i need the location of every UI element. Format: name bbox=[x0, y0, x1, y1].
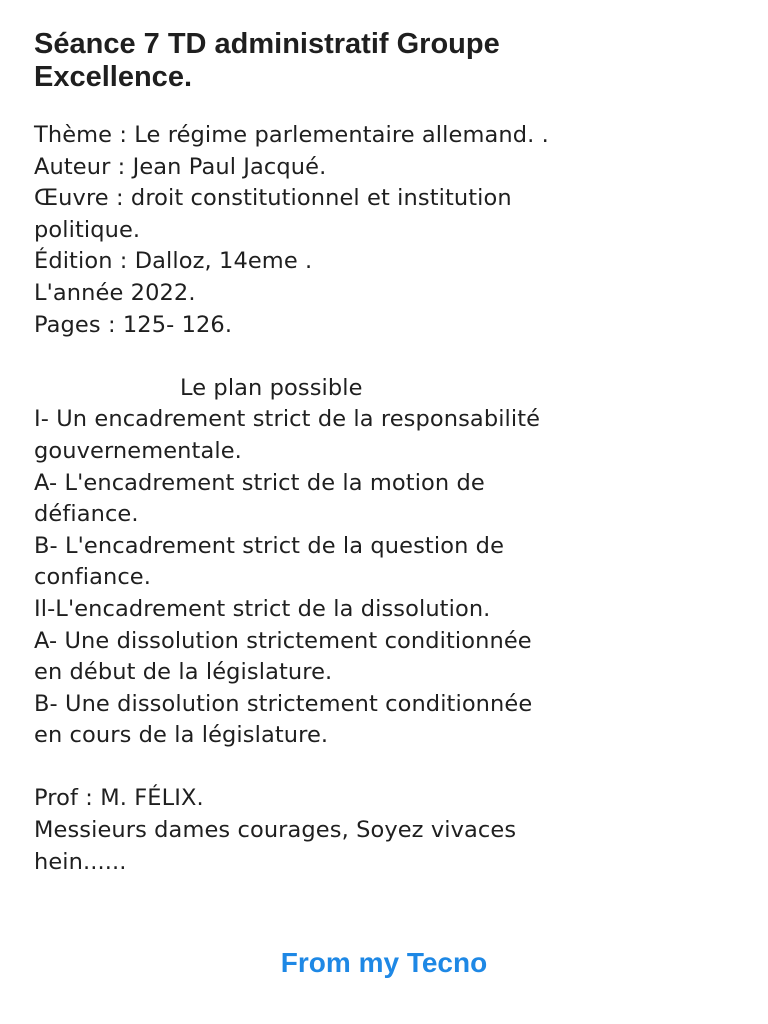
plan-line: I- Un encadrement strict de la responsabilité bbox=[34, 406, 541, 433]
plan-heading: Le plan possible bbox=[180, 374, 363, 401]
plan-line: A- Une dissolution strictement conditionnée bbox=[34, 627, 532, 654]
title-line-2: Excellence. bbox=[34, 61, 192, 93]
edition-line: Édition : Dalloz, 14eme . bbox=[34, 248, 313, 275]
message-line-2: hein...... bbox=[34, 848, 127, 875]
prof-line: Prof : M. FÉLIX. bbox=[34, 785, 204, 812]
message-line-1: Messieurs dames courages, Soyez vivaces bbox=[34, 817, 517, 844]
plan-line: A- L'encadrement strict de la motion de bbox=[34, 469, 485, 496]
title-line-1: Séance 7 TD administratif Groupe bbox=[34, 28, 500, 60]
plan-line: gouvernementale. bbox=[34, 437, 242, 464]
work-line-1: Œuvre : droit constitutionnel et institution bbox=[34, 185, 512, 212]
author-line: Auteur : Jean Paul Jacqué. bbox=[34, 153, 327, 180]
plan-line: B- L'encadrement strict de la question de bbox=[34, 532, 505, 559]
plan-line: Il-L'encadrement strict de la dissolution. bbox=[34, 595, 491, 622]
document-title bbox=[34, 28, 734, 94]
spacer bbox=[34, 341, 754, 373]
plan-line: B- Une dissolution strictement conditionnée bbox=[34, 690, 533, 717]
year-line: L'année 2022. bbox=[34, 279, 196, 306]
theme-line: Thème : Le régime parlementaire allemand. . bbox=[34, 122, 549, 148]
plan-line: confiance. bbox=[34, 564, 151, 591]
work-line-2: politique. bbox=[34, 216, 141, 243]
pages-line: Pages : 125- 126. bbox=[34, 311, 233, 338]
plan-line: en début de la législature. bbox=[34, 659, 333, 686]
signature-link[interactable]: From my Tecno bbox=[280, 947, 488, 978]
plan-line: défiance. bbox=[34, 501, 139, 528]
document-body bbox=[34, 120, 754, 878]
spacer bbox=[34, 752, 754, 784]
plan-line: en cours de la législature. bbox=[34, 722, 329, 749]
